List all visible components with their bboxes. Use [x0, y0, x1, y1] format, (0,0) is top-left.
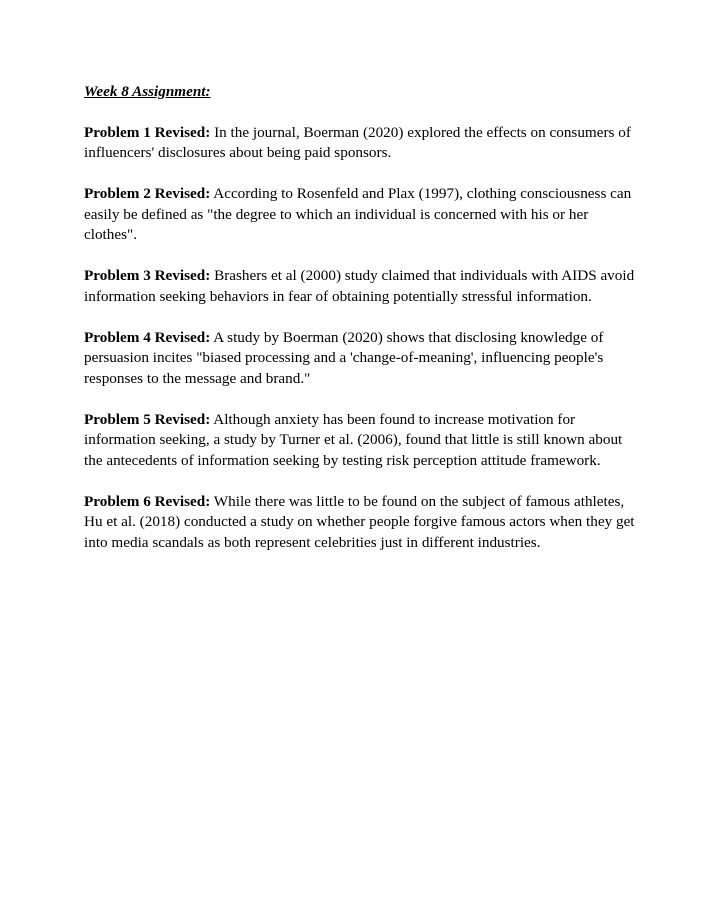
problem-5-text: Although anxiety has been found to increase motivation for information seeking, a study by Turner et al. (2006), found that little is still known about the antecedents of information seeking by testing risk perception attitude framework. — [84, 410, 623, 469]
problem-1-label: Problem 1 Revised: — [84, 123, 211, 141]
document-body — [84, 82, 644, 574]
problem-3-text: Brashers et al (2000) study claimed that individuals with AIDS avoid information seeking behaviors in fear of obtaining potentially stressful information. — [84, 267, 635, 305]
problem-6-label: Problem 6 Revised: — [84, 492, 211, 510]
problem-6-text: While there was little to be found on the subject of famous athletes, Hu et al. (2018) conducted a study on whether people forgive famous actors when they get into media scandals as both represent celebrities just in different industries. — [84, 492, 635, 551]
problem-4-paragraph — [84, 328, 644, 390]
problem-1-text: In the journal, Boerman (2020) explored the effects on consumers of influencers' disclosures about being paid sponsors. — [84, 123, 631, 161]
problem-2-paragraph — [84, 184, 644, 246]
problem-1-paragraph — [84, 123, 644, 164]
problem-4-label: Problem 4 Revised: — [84, 328, 211, 346]
problem-2-label: Problem 2 Revised: — [84, 185, 211, 202]
problem-4-text: A study by Boerman (2020) shows that disclosing knowledge of persuasion incites "biased processing and a 'change-of-meaning', influencing people's responses to the message and brand." — [84, 328, 604, 387]
problem-5-paragraph — [84, 410, 644, 472]
problem-5-label: Problem 5 Revised: — [84, 410, 211, 428]
problem-3-paragraph — [84, 266, 644, 307]
problem-6-paragraph — [84, 492, 644, 554]
problem-2-text: According to Rosenfeld and Plax (1997), clothing consciousness can easily be defined as "the degree to which an individual is concerned with his or her clothes". — [84, 185, 632, 243]
problem-3-label: Problem 3 Revised: — [84, 267, 211, 284]
document-title: Week 8 Assignment: — [84, 83, 211, 100]
